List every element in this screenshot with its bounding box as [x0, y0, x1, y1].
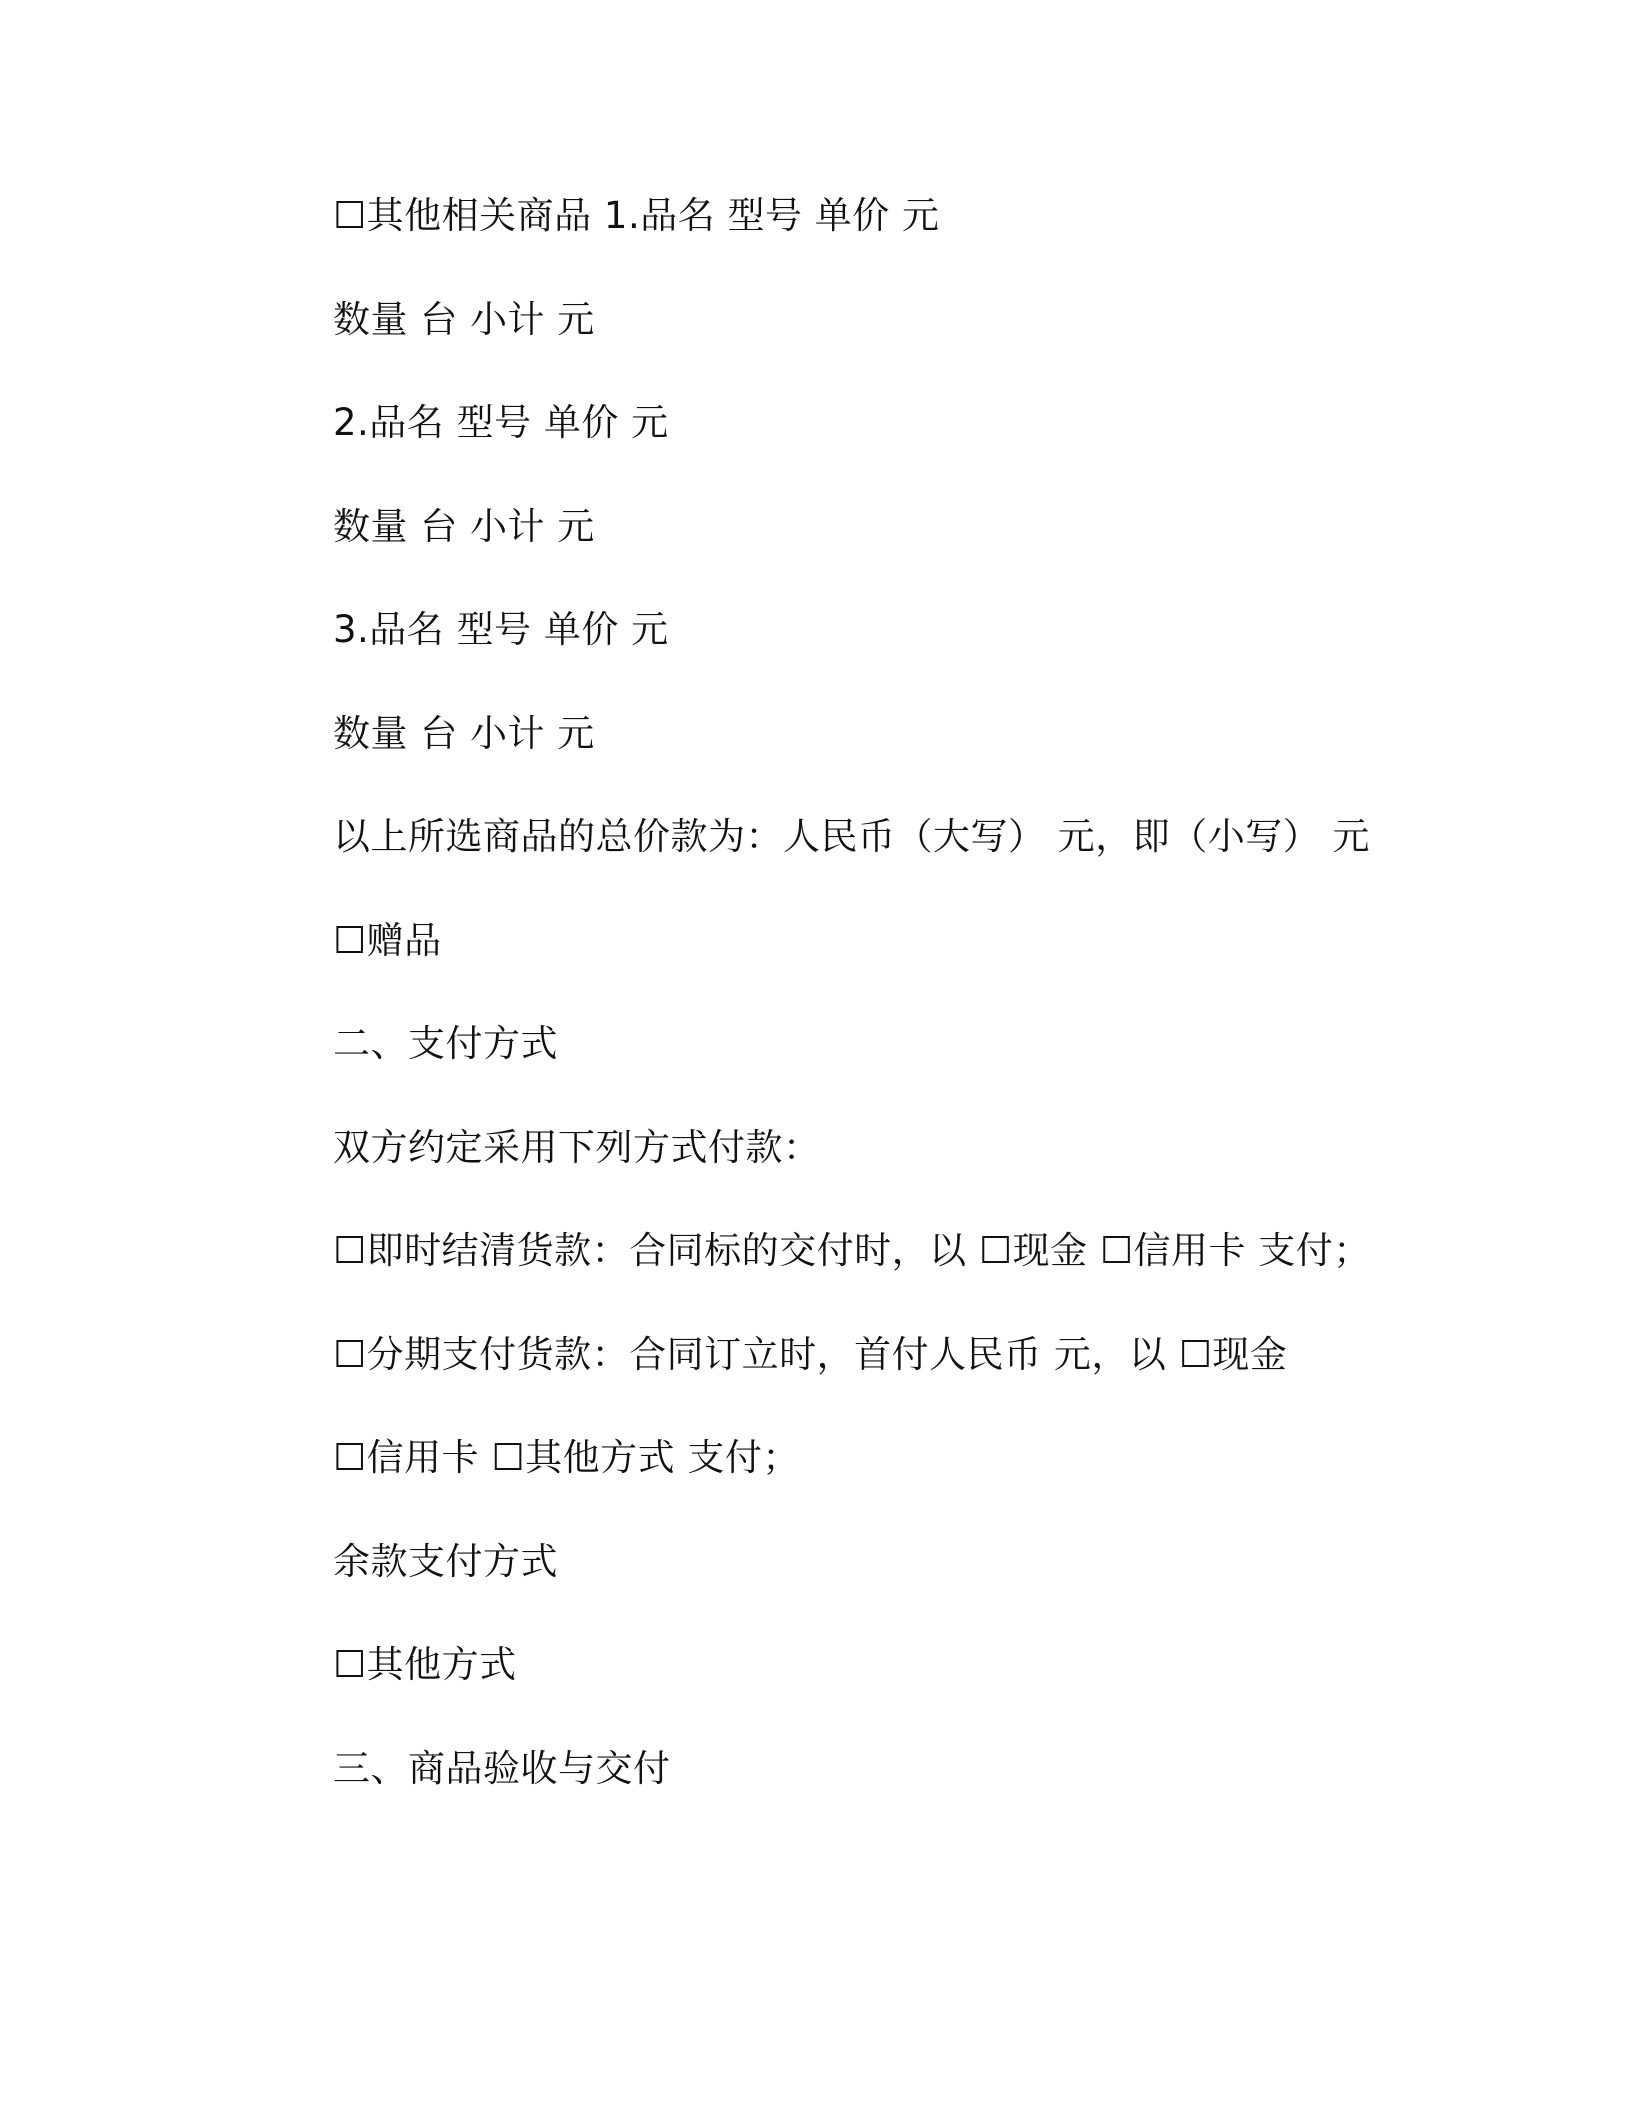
line-balance-payment: 余款支付方式	[333, 1539, 558, 1583]
line-item-3-quantity: 数量 台 小计 元	[333, 711, 595, 755]
line-total-price: 以上所选商品的总价款为：人民币（大写） 元，即（小写） 元	[333, 815, 1371, 858]
line-other-method: ☐其他方式	[333, 1643, 517, 1686]
line-item-3: 3.品名 型号 单价 元	[333, 608, 669, 651]
section-heading-payment: 二、支付方式	[333, 1022, 558, 1065]
line-item-2: 2.品名 型号 单价 元	[333, 401, 669, 444]
line-gift: ☐赠品	[333, 918, 442, 962]
section-heading-acceptance: 三、商品验收与交付	[333, 1746, 671, 1790]
document-body	[333, 190, 1513, 1846]
line-item-1-quantity: 数量 台 小计 元	[333, 297, 595, 341]
line-payment-installment-cont: ☐信用卡 ☐其他方式 支付；	[333, 1436, 800, 1479]
line-payment-installment: ☐分期支付货款：合同订立时，首付人民币 元，以 ☐现金	[333, 1332, 1288, 1376]
line-payment-intro: 双方约定采用下列方式付款：	[333, 1125, 821, 1169]
line-item-2-quantity: 数量 台 小计 元	[333, 504, 595, 548]
line-payment-immediate: ☐即时结清货款：合同标的交付时，以 ☐现金 ☐信用卡 支付；	[333, 1229, 1371, 1272]
line-other-goods-item-1: ☐其他相关商品 1.品名 型号 单价 元	[333, 194, 940, 237]
